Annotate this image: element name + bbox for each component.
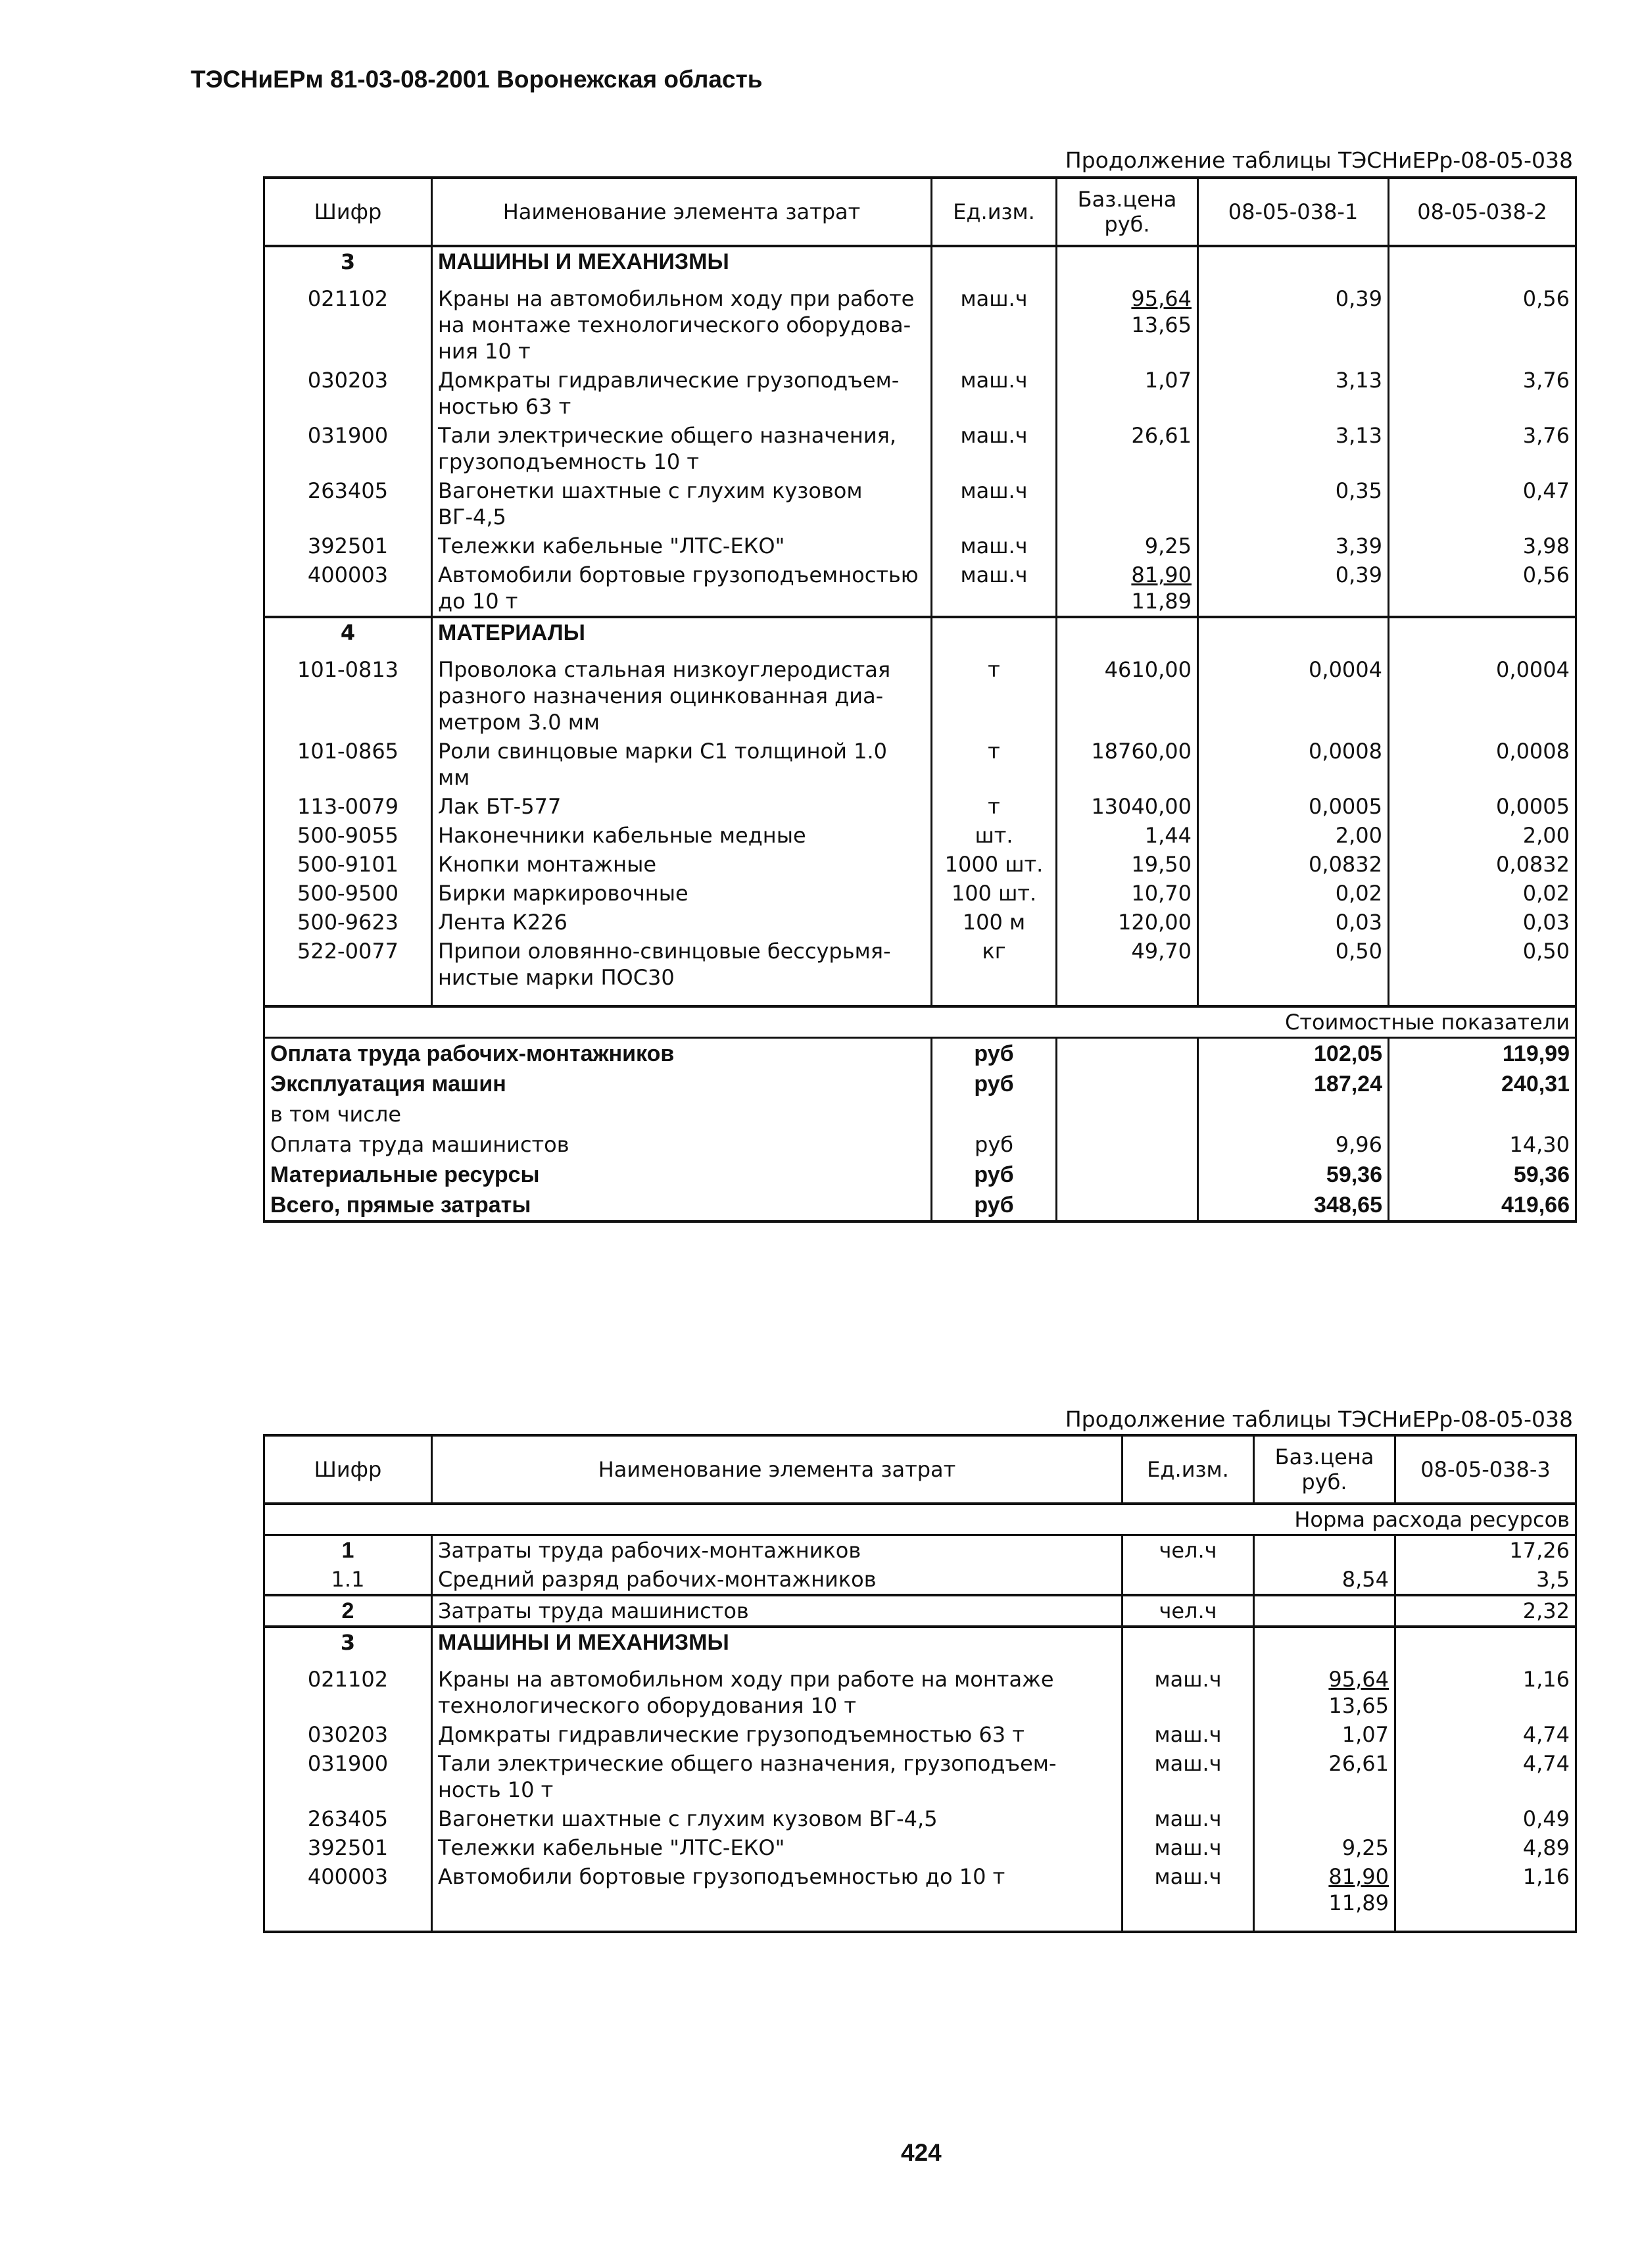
resource-unit: чел.ч <box>1123 1535 1254 1565</box>
base-price-value: 1,44 <box>1144 823 1192 848</box>
resource-name: Кнопки монтажные <box>432 850 932 879</box>
base-price-labor-value: 13,65 <box>1328 1693 1389 1718</box>
header-code: Шифр <box>264 178 432 246</box>
summary-unit <box>932 1099 1057 1129</box>
summary-row <box>264 1038 1576 1070</box>
resource-unit: кг <box>932 937 1057 1006</box>
base-price <box>1254 1720 1395 1749</box>
table-row <box>264 792 1576 821</box>
resource-unit <box>1123 1565 1254 1595</box>
empty-cell <box>1057 1129 1198 1160</box>
resource-code: 263405 <box>264 1804 432 1833</box>
base-price <box>1254 1535 1395 1565</box>
norm-value-2: 2,00 <box>1389 821 1576 850</box>
resource-unit: шт. <box>932 821 1057 850</box>
base-price <box>1254 1804 1395 1833</box>
resource-name: Лак БТ-577 <box>432 792 932 821</box>
section-row <box>264 246 1576 276</box>
resource-name: Наконечники кабельные медные <box>432 821 932 850</box>
base-price-value: 18760,00 <box>1091 739 1192 764</box>
base-price-value: 49,70 <box>1131 939 1192 964</box>
summary-value-2: 119,99 <box>1389 1038 1576 1070</box>
summary-value-1: 59,36 <box>1198 1160 1389 1190</box>
resource-unit: маш.ч <box>1123 1720 1254 1749</box>
base-price-labor-value: 13,65 <box>1131 312 1192 337</box>
resource-code: 400003 <box>264 1862 432 1932</box>
summary-row <box>264 1069 1576 1099</box>
header-col-1: 08-05-038-1 <box>1198 178 1389 246</box>
resource-code: 263405 <box>264 476 432 531</box>
norm-value-2: 0,56 <box>1389 276 1576 366</box>
base-price-value: 1,07 <box>1144 368 1192 393</box>
summary-row <box>264 1190 1576 1221</box>
norm-value-3: 3,5 <box>1395 1565 1576 1595</box>
table-row <box>264 1833 1576 1862</box>
table-row <box>264 1565 1576 1595</box>
header-name: Наименование элемента затрат <box>432 1435 1123 1504</box>
base-price <box>1254 1862 1395 1932</box>
norm-value-1: 0,02 <box>1198 879 1389 908</box>
resource-name: Автомобили бортовые грузоподъемностью до 10 т <box>432 1862 1123 1932</box>
table2-continuation-caption: Продолжение таблицы ТЭСНиЕРр-08-05-038 <box>1065 1406 1573 1432</box>
resource-code: 500-9055 <box>264 821 432 850</box>
header-code: Шифр <box>264 1435 432 1504</box>
resource-code: 021102 <box>264 276 432 366</box>
resource-code: 522-0077 <box>264 937 432 1006</box>
empty-cell <box>1254 1627 1395 1657</box>
table-row <box>264 879 1576 908</box>
table-row <box>264 1720 1576 1749</box>
table-row <box>264 1595 1576 1627</box>
norm-value-1: 0,39 <box>1198 276 1389 366</box>
norm-value-1: 3,39 <box>1198 531 1389 560</box>
norm-value-2: 0,03 <box>1389 908 1576 937</box>
section-number: 3 <box>264 246 432 276</box>
empty-cell <box>1057 246 1198 276</box>
base-price <box>1057 937 1198 1006</box>
resource-unit: 100 шт. <box>932 879 1057 908</box>
table-row <box>264 1862 1576 1932</box>
norm-value-3: 1,16 <box>1395 1862 1576 1932</box>
summary-value-2 <box>1389 1099 1576 1129</box>
section-number: 4 <box>264 617 432 647</box>
summary-row <box>264 1129 1576 1160</box>
base-price <box>1057 647 1198 737</box>
empty-cell <box>1198 246 1389 276</box>
empty-cell <box>1389 246 1576 276</box>
header-unit: Ед.изм. <box>932 178 1057 246</box>
table-row <box>264 937 1576 1006</box>
summary-unit: руб <box>932 1190 1057 1221</box>
norm-value-2: 0,02 <box>1389 879 1576 908</box>
table-row <box>264 421 1576 476</box>
resource-code: 030203 <box>264 366 432 421</box>
summary-value-1: 348,65 <box>1198 1190 1389 1221</box>
resource-name: Домкраты гидравлические грузоподъем-ностью 63 т <box>432 366 932 421</box>
norm-value-3: 0,49 <box>1395 1804 1576 1833</box>
norm-value-3: 1,16 <box>1395 1657 1576 1720</box>
base-price-value: 1,07 <box>1341 1722 1389 1747</box>
norm-value-1: 0,35 <box>1198 476 1389 531</box>
base-price <box>1057 560 1198 617</box>
table-row <box>264 366 1576 421</box>
summary-value-1: 9,96 <box>1198 1129 1389 1160</box>
table-row <box>264 1657 1576 1720</box>
norm-value-1: 0,0004 <box>1198 647 1389 737</box>
summary-value-2: 419,66 <box>1389 1190 1576 1221</box>
document-title: ТЭСНиЕРм 81-03-08-2001 Воронежская область <box>191 66 763 93</box>
summary-label: Всего, прямые затраты <box>264 1190 932 1221</box>
resource-name: Бирки маркировочные <box>432 879 932 908</box>
base-price-labor-value: 11,89 <box>1131 589 1192 614</box>
norm-value-2: 3,76 <box>1389 366 1576 421</box>
resource-name: Затраты труда машинистов <box>432 1595 1123 1627</box>
base-price: 8,54 <box>1254 1565 1395 1595</box>
resource-unit: маш.ч <box>932 560 1057 617</box>
norm-value-1: 0,03 <box>1198 908 1389 937</box>
norm-value-1: 3,13 <box>1198 421 1389 476</box>
table-row <box>264 276 1576 366</box>
resource-code: 500-9623 <box>264 908 432 937</box>
resource-name: Тали электрические общего назначения, грузоподъем-ность 10 т <box>432 1749 1123 1804</box>
header-unit: Ед.изм. <box>1123 1435 1254 1504</box>
resource-unit: 100 м <box>932 908 1057 937</box>
summary-row <box>264 1099 1576 1129</box>
summary-value-1: 187,24 <box>1198 1069 1389 1099</box>
table-row <box>264 1804 1576 1833</box>
resource-name: Затраты труда рабочих-монтажников <box>432 1535 1123 1565</box>
base-price-value: 120,00 <box>1118 910 1192 935</box>
base-price-value: 95,64 <box>1131 286 1192 311</box>
summary-value-1 <box>1198 1099 1389 1129</box>
base-price-labor-value: 11,89 <box>1328 1890 1389 1915</box>
summary-label: Материальные ресурсы <box>264 1160 932 1190</box>
resource-unit: маш.ч <box>932 366 1057 421</box>
resource-table-1-body <box>264 178 1576 1221</box>
base-price <box>1057 531 1198 560</box>
base-price <box>1254 1833 1395 1862</box>
section-title: МАШИНЫ И МЕХАНИЗМЫ <box>432 1627 1123 1657</box>
norm-value-3: 17,26 <box>1395 1535 1576 1565</box>
empty-cell <box>932 246 1057 276</box>
base-price-value: 95,64 <box>1328 1667 1389 1692</box>
table-row <box>264 821 1576 850</box>
resource-name: Тали электрические общего назначения, грузоподъемность 10 т <box>432 421 932 476</box>
resource-code: 031900 <box>264 1749 432 1804</box>
base-price <box>1057 850 1198 879</box>
base-price <box>1057 737 1198 792</box>
empty-cell <box>1057 1190 1198 1221</box>
base-price-value: 9,25 <box>1144 533 1192 558</box>
base-price <box>1057 276 1198 366</box>
norm-header-band <box>264 1504 1576 1535</box>
norm-value-1: 0,0832 <box>1198 850 1389 879</box>
resource-unit: маш.ч <box>932 421 1057 476</box>
header-col-2: 08-05-038-2 <box>1389 178 1576 246</box>
base-price <box>1057 421 1198 476</box>
summary-label: Оплата труда машинистов <box>264 1129 932 1160</box>
empty-cell <box>1057 1160 1198 1190</box>
base-price-value: 81,90 <box>1131 562 1192 587</box>
resource-name: Краны на автомобильном ходу при работе на монтаже технологического оборудова-ния 10 т <box>432 276 932 366</box>
norm-value-2: 0,50 <box>1389 937 1576 1006</box>
summary-unit: руб <box>932 1129 1057 1160</box>
norm-value-2: 0,47 <box>1389 476 1576 531</box>
summary-value-2: 59,36 <box>1389 1160 1576 1190</box>
resource-code: 021102 <box>264 1657 432 1720</box>
section-row <box>264 617 1576 647</box>
base-price <box>1254 1595 1395 1627</box>
resource-code: 030203 <box>264 1720 432 1749</box>
table-row <box>264 476 1576 531</box>
empty-cell <box>932 617 1057 647</box>
summary-unit: руб <box>932 1160 1057 1190</box>
cost-indicators-band <box>264 1006 1576 1038</box>
table-row <box>264 560 1576 617</box>
resource-name: Вагонетки шахтные с глухим кузовом ВГ-4,5 <box>432 476 932 531</box>
resource-name: Тележки кабельные "ЛТС-ЕКО" <box>432 1833 1123 1862</box>
resource-code: 101-0865 <box>264 737 432 792</box>
resource-code: 2 <box>264 1595 432 1627</box>
resource-unit: 1000 шт. <box>932 850 1057 879</box>
summary-value-2: 240,31 <box>1389 1069 1576 1099</box>
summary-label: Оплата труда рабочих-монтажников <box>264 1038 932 1070</box>
norm-value-1: 0,0008 <box>1198 737 1389 792</box>
norm-value-2: 0,0005 <box>1389 792 1576 821</box>
header-price: Баз.цена руб. <box>1057 178 1198 246</box>
resource-unit: маш.ч <box>1123 1862 1254 1932</box>
base-price <box>1254 1657 1395 1720</box>
resource-code: 1.1 <box>264 1565 432 1595</box>
summary-value-2: 14,30 <box>1389 1129 1576 1160</box>
resource-code: 392501 <box>264 531 432 560</box>
empty-cell <box>1057 1099 1198 1129</box>
resource-unit: т <box>932 792 1057 821</box>
resource-code: 113-0079 <box>264 792 432 821</box>
norm-value-3: 4,89 <box>1395 1833 1576 1862</box>
norm-value-2: 3,98 <box>1389 531 1576 560</box>
norm-value-2: 0,0008 <box>1389 737 1576 792</box>
section-row <box>264 1627 1576 1657</box>
resource-name: Вагонетки шахтные с глухим кузовом ВГ-4,5 <box>432 1804 1123 1833</box>
section-title: МАТЕРИАЛЫ <box>432 617 932 647</box>
norm-value-2: 0,0004 <box>1389 647 1576 737</box>
summary-unit: руб <box>932 1069 1057 1099</box>
empty-cell <box>1198 617 1389 647</box>
section-number: 3 <box>264 1627 432 1657</box>
resource-code: 031900 <box>264 421 432 476</box>
base-price <box>1057 792 1198 821</box>
header-name: Наименование элемента затрат <box>432 178 932 246</box>
resource-code: 500-9101 <box>264 850 432 879</box>
summary-unit: руб <box>932 1038 1057 1070</box>
summary-label: в том числе <box>264 1099 932 1129</box>
section-title: МАШИНЫ И МЕХАНИЗМЫ <box>432 246 932 276</box>
resource-unit: маш.ч <box>1123 1749 1254 1804</box>
table1-continuation-caption: Продолжение таблицы ТЭСНиЕРр-08-05-038 <box>1065 147 1573 173</box>
table-header-row <box>264 1435 1576 1504</box>
resource-name: Лента К226 <box>432 908 932 937</box>
resource-unit: маш.ч <box>932 276 1057 366</box>
resource-unit: маш.ч <box>932 531 1057 560</box>
table-row <box>264 737 1576 792</box>
base-price <box>1057 476 1198 531</box>
resource-name: Средний разряд рабочих-монтажников <box>432 1565 1123 1595</box>
empty-cell <box>1395 1627 1576 1657</box>
norm-value-2: 0,0832 <box>1389 850 1576 879</box>
table-header-row <box>264 178 1576 246</box>
resource-unit: маш.ч <box>1123 1804 1254 1833</box>
base-price-value: 4610,00 <box>1104 657 1192 682</box>
resource-name: Краны на автомобильном ходу при работе на монтаже технологического оборудования 10 т <box>432 1657 1123 1720</box>
summary-value-1: 102,05 <box>1198 1038 1389 1070</box>
empty-cell <box>1057 1069 1198 1099</box>
norm-value-1: 0,50 <box>1198 937 1389 1006</box>
table-row <box>264 1535 1576 1565</box>
resource-unit: маш.ч <box>1123 1657 1254 1720</box>
resource-code: 392501 <box>264 1833 432 1862</box>
summary-label: Эксплуатация машин <box>264 1069 932 1099</box>
base-price-value: 26,61 <box>1328 1751 1389 1776</box>
cost-indicators-label: Стоимостные показатели <box>264 1006 1576 1038</box>
empty-cell <box>1123 1627 1254 1657</box>
table-row <box>264 531 1576 560</box>
base-price-value: 26,61 <box>1131 423 1192 448</box>
summary-row <box>264 1160 1576 1190</box>
table-row <box>264 850 1576 879</box>
resource-name: Проволока стальная низкоуглеродистая разного назначения оцинкованная диа-метром 3.0 мм <box>432 647 932 737</box>
base-price <box>1057 879 1198 908</box>
resource-unit: т <box>932 647 1057 737</box>
norm-value-3: 4,74 <box>1395 1720 1576 1749</box>
base-price-value: 81,90 <box>1328 1864 1389 1889</box>
base-price-value: 13040,00 <box>1091 794 1192 819</box>
norm-value-2: 3,76 <box>1389 421 1576 476</box>
resource-name: Припои оловянно-свинцовые бессурьмя-нистые марки ПОС30 <box>432 937 932 1006</box>
base-price <box>1057 366 1198 421</box>
table-row <box>264 1749 1576 1804</box>
page-number: 424 <box>901 2139 942 2166</box>
resource-table-2-body <box>264 1435 1576 1932</box>
base-price-value: 9,25 <box>1341 1835 1389 1860</box>
resource-code: 400003 <box>264 560 432 617</box>
resource-unit: чел.ч <box>1123 1595 1254 1627</box>
resource-code: 500-9500 <box>264 879 432 908</box>
base-price <box>1057 821 1198 850</box>
resource-name: Роли свинцовые марки С1 толщиной 1.0 мм <box>432 737 932 792</box>
table-row <box>264 647 1576 737</box>
norm-value-2: 0,56 <box>1389 560 1576 617</box>
norm-value-3: 4,74 <box>1395 1749 1576 1804</box>
base-price-value: 10,70 <box>1131 881 1192 906</box>
norm-value-3: 2,32 <box>1395 1595 1576 1627</box>
norm-value-1: 0,39 <box>1198 560 1389 617</box>
base-price-value: 19,50 <box>1131 852 1192 877</box>
resource-code: 1 <box>264 1535 432 1565</box>
empty-cell <box>1057 1038 1198 1070</box>
resource-table-2 <box>263 1434 1577 1933</box>
header-col-3: 08-05-038-3 <box>1395 1435 1576 1504</box>
base-price <box>1057 908 1198 937</box>
table-row <box>264 908 1576 937</box>
resource-name: Тележки кабельные "ЛТС-ЕКО" <box>432 531 932 560</box>
base-price <box>1254 1749 1395 1804</box>
resource-unit: маш.ч <box>1123 1833 1254 1862</box>
resource-table-1 <box>263 176 1577 1223</box>
resource-unit: т <box>932 737 1057 792</box>
norm-value-1: 3,13 <box>1198 366 1389 421</box>
empty-cell <box>1057 617 1198 647</box>
resource-name: Автомобили бортовые грузоподъемностью до 10 т <box>432 560 932 617</box>
norm-value-1: 0,0005 <box>1198 792 1389 821</box>
resource-name: Домкраты гидравлические грузоподъемностью 63 т <box>432 1720 1123 1749</box>
empty-cell <box>1389 617 1576 647</box>
resource-code: 101-0813 <box>264 647 432 737</box>
norm-value-1: 2,00 <box>1198 821 1389 850</box>
header-price: Баз.цена руб. <box>1254 1435 1395 1504</box>
resource-unit: маш.ч <box>932 476 1057 531</box>
norm-header-label: Норма расхода ресурсов <box>264 1504 1576 1535</box>
